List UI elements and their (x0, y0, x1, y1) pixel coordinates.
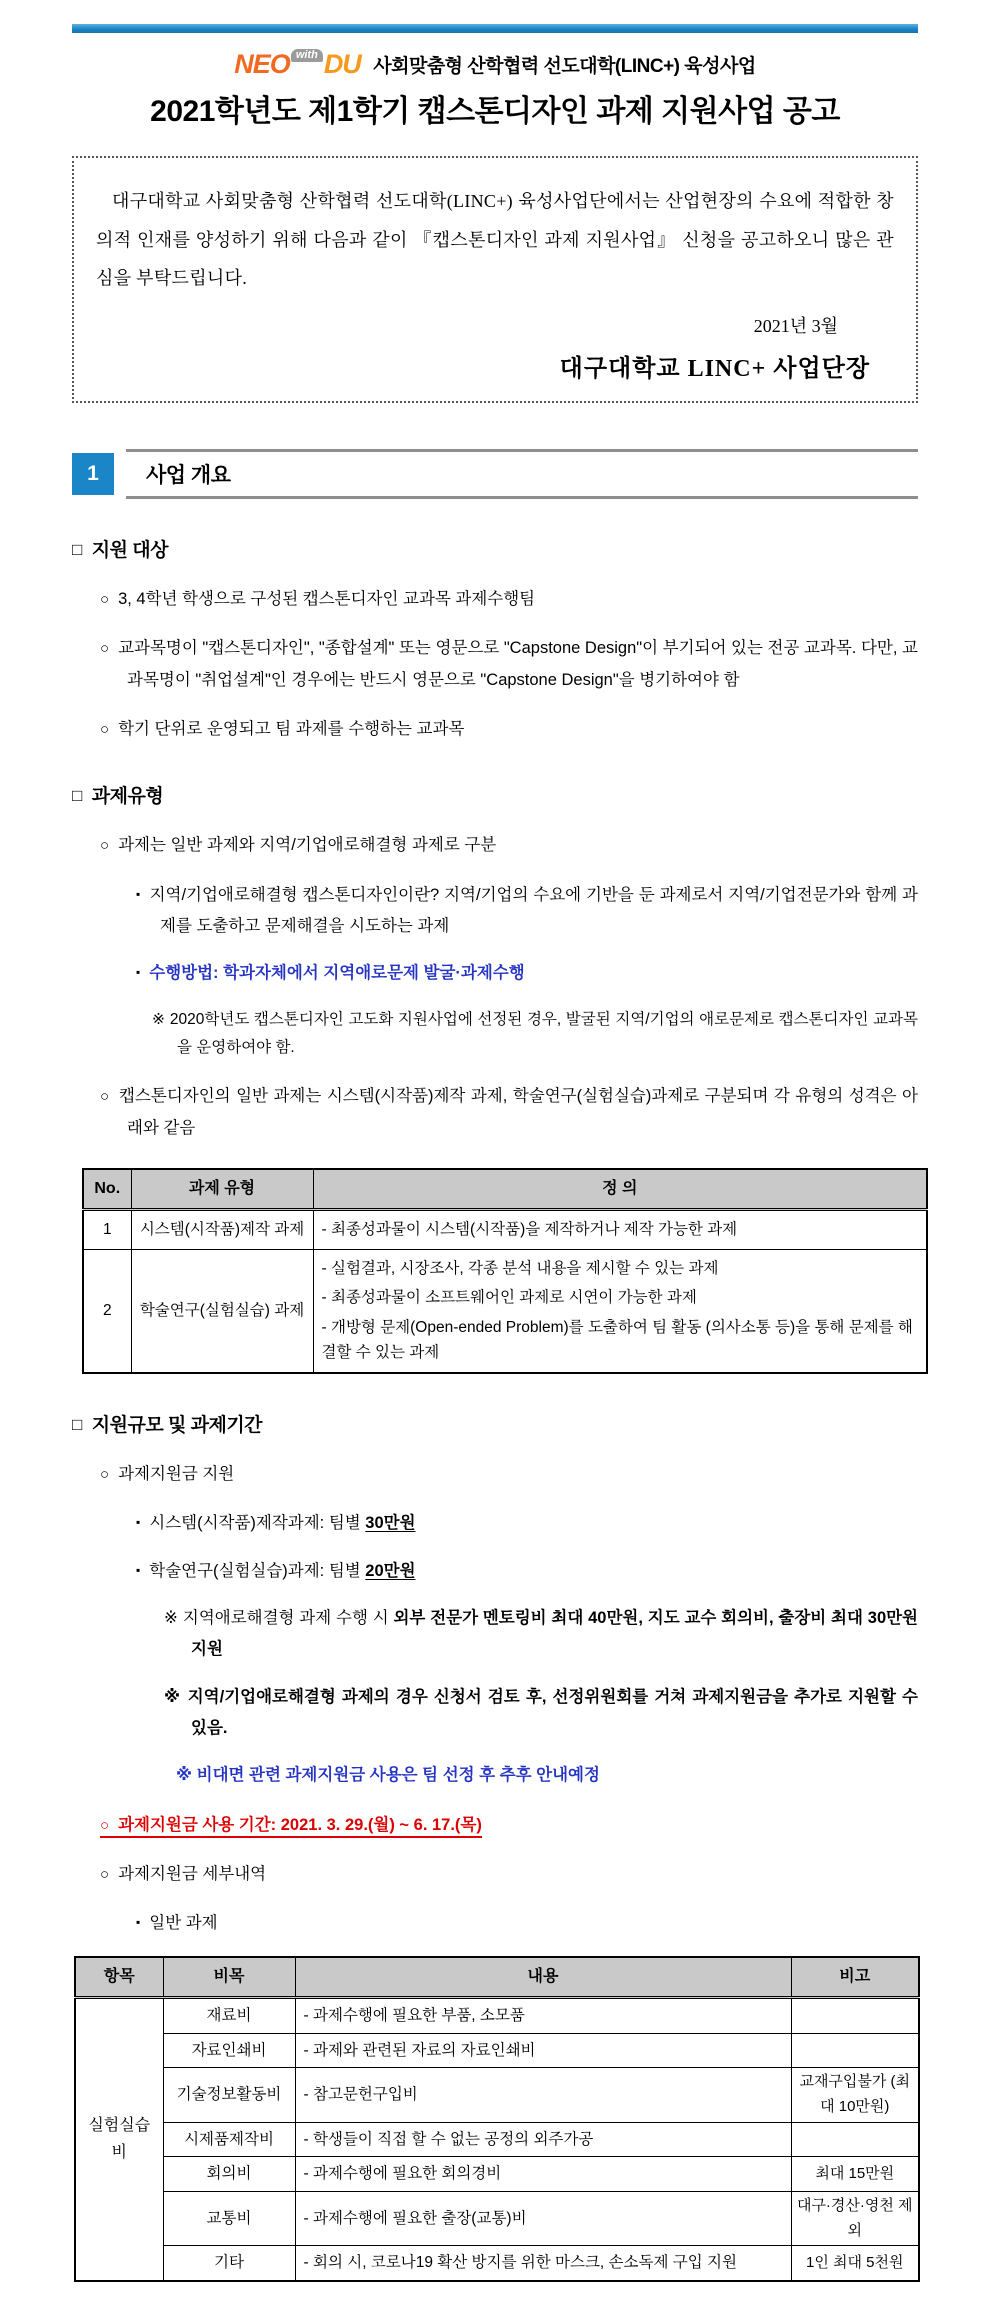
task-type-item-1 (100, 830, 918, 861)
definition-line: - 최종성과물이 소프트웨어인 과제로 시연이 가능한 과제 (321, 1289, 697, 1307)
support-target-item-1-text: 3, 4학년 학생으로 구성된 캡스톤디자인 교과목 과제수행팀 (118, 590, 536, 609)
budget-desc: - 과제수행에 필요한 출장(교통)비 (295, 2191, 791, 2246)
support-amount-research-value: 20만원 (365, 1561, 416, 1580)
support-period-line (100, 1810, 918, 1841)
budget-item: 자료인쇄비 (163, 2033, 295, 2068)
square-bullet-icon: ▪ (136, 1562, 141, 1577)
support-scale-note-3: ※ 비대면 관련 과제지원금 사용은 팀 선정 후 추후 안내예정 (176, 1766, 600, 1785)
budget-note: 최대 15만원 (791, 2157, 919, 2192)
col-header-definition: 정 의 (313, 1169, 927, 1210)
heading-task-type-label: 과제유형 (91, 786, 164, 808)
budget-desc: - 과제수행에 필요한 부품, 소모품 (295, 1998, 791, 2034)
budget-note: 1인 최대 5천원 (791, 2246, 919, 2281)
row-1-no: 1 (83, 1210, 131, 1250)
support-amount-system (136, 1508, 918, 1539)
row-1-definition (313, 1210, 927, 1250)
task-type-sub-2 (136, 958, 918, 989)
section-title: 사업 개요 (126, 449, 918, 499)
budget-item: 교통비 (163, 2191, 295, 2246)
budget-note (791, 2122, 919, 2157)
heading-support-target (72, 535, 918, 562)
table-row (83, 1210, 927, 1250)
support-amount-research-text: 학술연구(실험실습)과제: 팀별 (149, 1561, 366, 1580)
budget-item: 시제품제작비 (163, 2122, 295, 2157)
top-accent-bar (72, 24, 918, 33)
budget-desc: - 과제와 관련된 자료의 자료인쇄비 (295, 2033, 791, 2068)
program-name: 사회맞춤형 산학협력 선도대학(LINC+) 육성사업 (373, 56, 756, 77)
col-header-content: 내용 (295, 1957, 791, 1998)
task-type-note: ※ 2020학년도 캡스톤디자인 고도화 지원사업에 선정된 경우, 발굴된 지역/기업의 애로문제로 캡스톤디자인 교과목을 운영하여야 함. (152, 1010, 918, 1057)
table-row (75, 2033, 919, 2068)
task-type-sub-1-text: 지역/기업애로해결형 캡스톤디자인이란? 지역/기업의 수요에 기반을 둔 과제로서 지역/기업전문가와 함께 과제를 도출하고 문제해결을 시도하는 과제 (149, 885, 918, 936)
page-title: 2021학년도 제1학기 캡스톤디자인 과제 지원사업 공고 (150, 95, 840, 128)
support-amount-system-text: 시스템(시작품)제작과제: 팀별 (149, 1514, 366, 1533)
budget-note (791, 1998, 919, 2034)
budget-note (791, 2033, 919, 2068)
table-row (75, 2068, 919, 2123)
intro-text: 대구대학교 사회맞춤형 산학협력 선도대학(LINC+) 육성사업단에서는 산업현장의 수요에 적합한 창의적 인재를 양성하기 위해 다음과 같이 『캡스톤디자인 과제 지원사업』 신청을 공고하오니 많은 관심을 부탁드립니다. (96, 191, 894, 289)
support-scale-item-1 (100, 1459, 918, 1490)
budget-desc: - 회의 시, 코로나19 확산 방지를 위한 마스크, 손소독제 구입 지원 (295, 2246, 791, 2281)
support-scale-item-2-text: 과제지원금 세부내역 (118, 1865, 267, 1884)
definition-line: - 실험결과, 시장조사, 각종 분석 내용을 제시할 수 있는 과제 (321, 1259, 719, 1277)
logo-du-text: DU (323, 49, 361, 79)
support-scale-note-2: ※ 지역/기업애로해결형 과제의 경우 신청서 검토 후, 선정위원회를 거쳐 과제지원금을 추가로 지원할 수 있음. (164, 1687, 918, 1738)
table-row (75, 2157, 919, 2192)
support-scale-note-1-strong: 외부 전문가 멘토링비 최대 40만원, 지도 교수 회의비, 출장비 최대 30만원 지원 (191, 1609, 918, 1659)
row-2-no: 2 (83, 1249, 131, 1373)
support-scale-item-2 (100, 1859, 918, 1890)
circle-bullet-icon: ○ (100, 1816, 110, 1834)
square-outline-bullet-icon: □ (72, 786, 82, 806)
budget-note: 교재구입불가 (최대 10만원) (791, 2068, 919, 2123)
support-period-text: 과제지원금 사용 기간: 2021. 3. 29.(월) ~ 6. 17.(목) (118, 1815, 482, 1834)
square-outline-bullet-icon: □ (72, 1415, 82, 1435)
definition-line: - 개방형 문제(Open-ended Problem)를 도출하여 팀 활동 (의사소통 등)을 통해 문제를 해결할 수 있는 과제 (321, 1318, 913, 1362)
row-2-type: 학술연구(실험실습) 과제 (131, 1249, 313, 1373)
budget-item: 회의비 (163, 2157, 295, 2192)
support-scale-note-1-plain: ※ 지역애로해결형 과제 수행 시 (164, 1609, 394, 1628)
heading-support-scale (72, 1410, 918, 1437)
support-target-item-2-text: 교과목명이 "캡스톤디자인", "종합설계" 또는 영문으로 "Capstone Design"이 부기되어 있는 전공 교과목. 다만, 교과목명이 "취업설계"인 경우에는 반드시 영문으로 "Capstone Design"을 병기하여야 함 (118, 639, 918, 689)
budget-table (74, 1956, 920, 2282)
table-row (75, 2191, 919, 2246)
budget-item: 기술정보활동비 (163, 2068, 295, 2123)
row-1-type: 시스템(시작품)제작 과제 (131, 1210, 313, 1250)
support-target-item-3 (100, 714, 918, 745)
task-type-table-header-row (83, 1169, 927, 1210)
col-header-category: 항목 (75, 1957, 163, 1998)
square-outline-bullet-icon: □ (72, 540, 82, 560)
task-type-table (82, 1168, 928, 1374)
support-target-item-3-text: 학기 단위로 운영되고 팀 과제를 수행하는 교과목 (118, 720, 465, 739)
budget-desc: - 학생들이 직접 할 수 없는 공정의 외주가공 (295, 2122, 791, 2157)
support-target-item-1 (100, 584, 918, 615)
table-row (75, 2246, 919, 2281)
table-row (75, 1998, 919, 2034)
task-type-method-text: 수행방법: 학과자체에서 지역애로문제 발굴·과제수행 (149, 964, 525, 983)
circle-bullet-icon: ○ (100, 837, 110, 855)
support-amount-system-value: 30만원 (365, 1514, 416, 1533)
support-scale-note-1 (164, 1603, 918, 1666)
col-header-type: 과제 유형 (131, 1169, 313, 1210)
table-row (75, 2122, 919, 2157)
circle-bullet-icon: ○ (100, 1866, 110, 1884)
budget-table-header-row (75, 1957, 919, 1998)
support-amount-research (136, 1556, 918, 1587)
circle-bullet-icon: ○ (100, 1466, 110, 1484)
square-bullet-icon: ▪ (136, 965, 141, 980)
budget-desc: - 과제수행에 필요한 회의경비 (295, 2157, 791, 2192)
col-header-remark: 비고 (791, 1957, 919, 1998)
task-type-sub-1 (136, 880, 918, 943)
square-bullet-icon: ▪ (136, 886, 141, 901)
budget-item: 기타 (163, 2246, 295, 2281)
circle-bullet-icon: ○ (100, 721, 110, 739)
table-row (83, 1249, 927, 1373)
heading-support-scale-label: 지원규모 및 과제기간 (91, 1415, 263, 1437)
neo-with-du-logo (234, 49, 361, 80)
circle-bullet-icon: ○ (100, 640, 110, 658)
budget-category-cell: 실험실습비 (75, 1998, 163, 2281)
general-task-label: 일반 과제 (149, 1914, 218, 1933)
task-type-item-1-text: 과제는 일반 과제와 지역/기업애로해결형 과제로 구분 (118, 836, 497, 855)
heading-task-type (72, 781, 918, 808)
section-number-badge: 1 (72, 453, 114, 495)
budget-item: 재료비 (163, 1998, 295, 2034)
support-target-item-2 (100, 633, 918, 696)
header-logo-line (72, 49, 918, 80)
logo-with-badge: with (291, 49, 323, 62)
task-type-item-2 (100, 1081, 918, 1144)
definition-line: - 최종성과물이 시스템(시작품)을 제작하거나 제작 가능한 과제 (321, 1221, 738, 1239)
budget-note: 대구·경산·영천 제외 (791, 2191, 919, 2246)
logo-neo-text: NEO (234, 49, 290, 79)
heading-support-target-label: 지원 대상 (91, 540, 168, 562)
task-type-item-2-text: 캡스톤디자인의 일반 과제는 시스템(시작품)제작 과제, 학술연구(실험실습)과제로 구분되며 각 유형의 성격은 아래와 같음 (119, 1087, 918, 1137)
intro-date: 2021년 3월 (753, 316, 838, 337)
budget-desc: - 참고문헌구입비 (295, 2068, 791, 2123)
general-task-label-line (136, 1908, 918, 1939)
col-header-no: No. (83, 1169, 131, 1210)
section-1-header (72, 449, 918, 499)
intro-signature: 대구대학교 LINC+ 사업단장 (559, 356, 870, 383)
announcement-intro-box (72, 156, 918, 403)
row-2-definition (313, 1249, 927, 1373)
square-bullet-icon: ▪ (136, 1515, 141, 1530)
col-header-item: 비목 (163, 1957, 295, 1998)
square-bullet-icon: ▪ (136, 1915, 141, 1930)
circle-bullet-icon: ○ (100, 1088, 110, 1106)
circle-bullet-icon: ○ (100, 591, 110, 609)
support-scale-item-1-text: 과제지원금 지원 (118, 1465, 235, 1484)
